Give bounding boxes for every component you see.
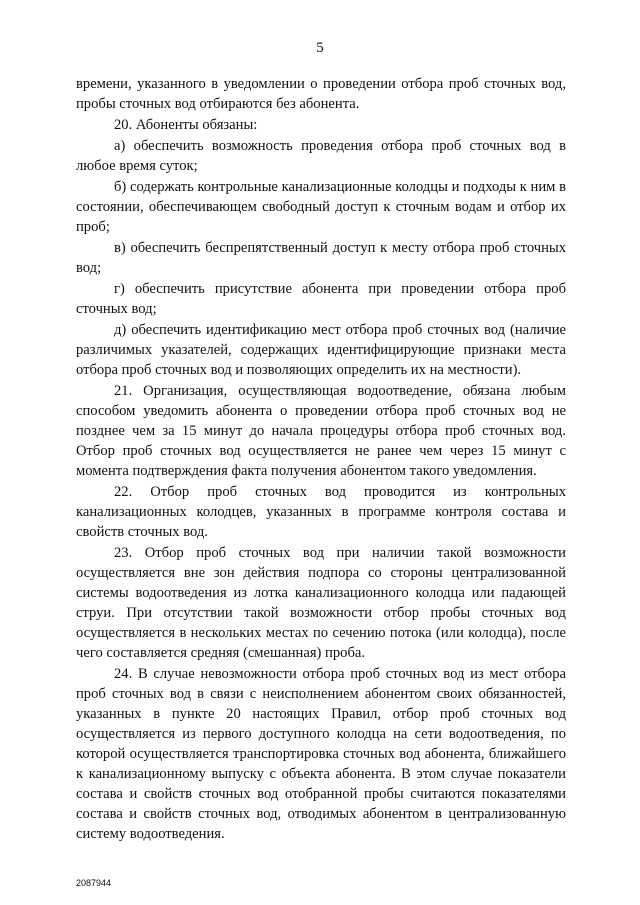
paragraph-clause-23: 23. Отбор проб сточных вод при наличии такой возможности осуществляется вне зон действия подпора со стороны централизованной системы водоотведения из лотка канализационного колодца или падающей струи. При отсутствии такой возможности отбор пробы сточных вод осуществляется в нескольких местах по сечению потока (или колодца), после чего составляется средняя (смешанная) проба. [76, 545, 566, 661]
document-code: 2087944 [76, 878, 112, 888]
page-number: 5 [316, 40, 324, 56]
paragraph-continuation: времени, указанного в уведомлении о проведении отбора проб сточных вод, пробы сточных вод отбираются без абонента. [76, 76, 566, 112]
paragraph-clause-24: 24. В случае невозможности отбора проб сточных вод из мест отбора проб сточных вод в связи с неисполнением абонентом своих обязанностей, указанных в пункте 20 настоящих Правил, отбор проб сточных вод осуществляется из первого доступного колодца на сети водоотведения, по которой осуществляется транспортировка сточных вод абонента, ближайшего к канализационному выпуску с объекта абонента. В этом случае показатели состава и свойств сточных вод отобранной пробы считаются показателями состава и свойств сточных вод, отводимых абонентом в централизованную систему водоотведения. [76, 666, 566, 842]
paragraph-clause-20: 20. Абоненты обязаны: [114, 117, 258, 133]
paragraph-clause-20g: г) обеспечить присутствие абонента при проведении отбора проб сточных вод; [76, 281, 566, 317]
paragraph-clause-20d: д) обеспечить идентификацию мест отбора проб сточных вод (наличие различимых указателей, содержащих идентифицирующие признаки места отбора проб сточных вод и позволяющих определить их на местности). [76, 322, 566, 378]
paragraph-clause-20a: а) обеспечить возможность проведения отбора проб сточных вод в любое время суток; [76, 138, 566, 174]
paragraph-clause-21: 21. Организация, осуществляющая водоотведение, обязана любым способом уведомить абонента о проведении отбора проб сточных вод не позднее чем за 15 минут до начала процедуры отбора проб сточных вод. Отбор проб сточных вод осуществляется не ранее чем через 15 минут с момента подтверждения факта получения абонентом такого уведомления. [76, 383, 566, 479]
paragraph-clause-20v: в) обеспечить беспрепятственный доступ к месту отбора проб сточных вод; [76, 240, 566, 276]
paragraph-clause-22: 22. Отбор проб сточных вод проводится из контрольных канализационных колодцев, указанных в программе контроля состава и свойств сточных вод. [76, 484, 566, 540]
paragraph-clause-20b: б) содержать контрольные канализационные колодцы и подходы к ним в состоянии, обеспечивающем свободный доступ к сточным водам и отбор их проб; [76, 179, 566, 235]
document-body [76, 74, 566, 845]
